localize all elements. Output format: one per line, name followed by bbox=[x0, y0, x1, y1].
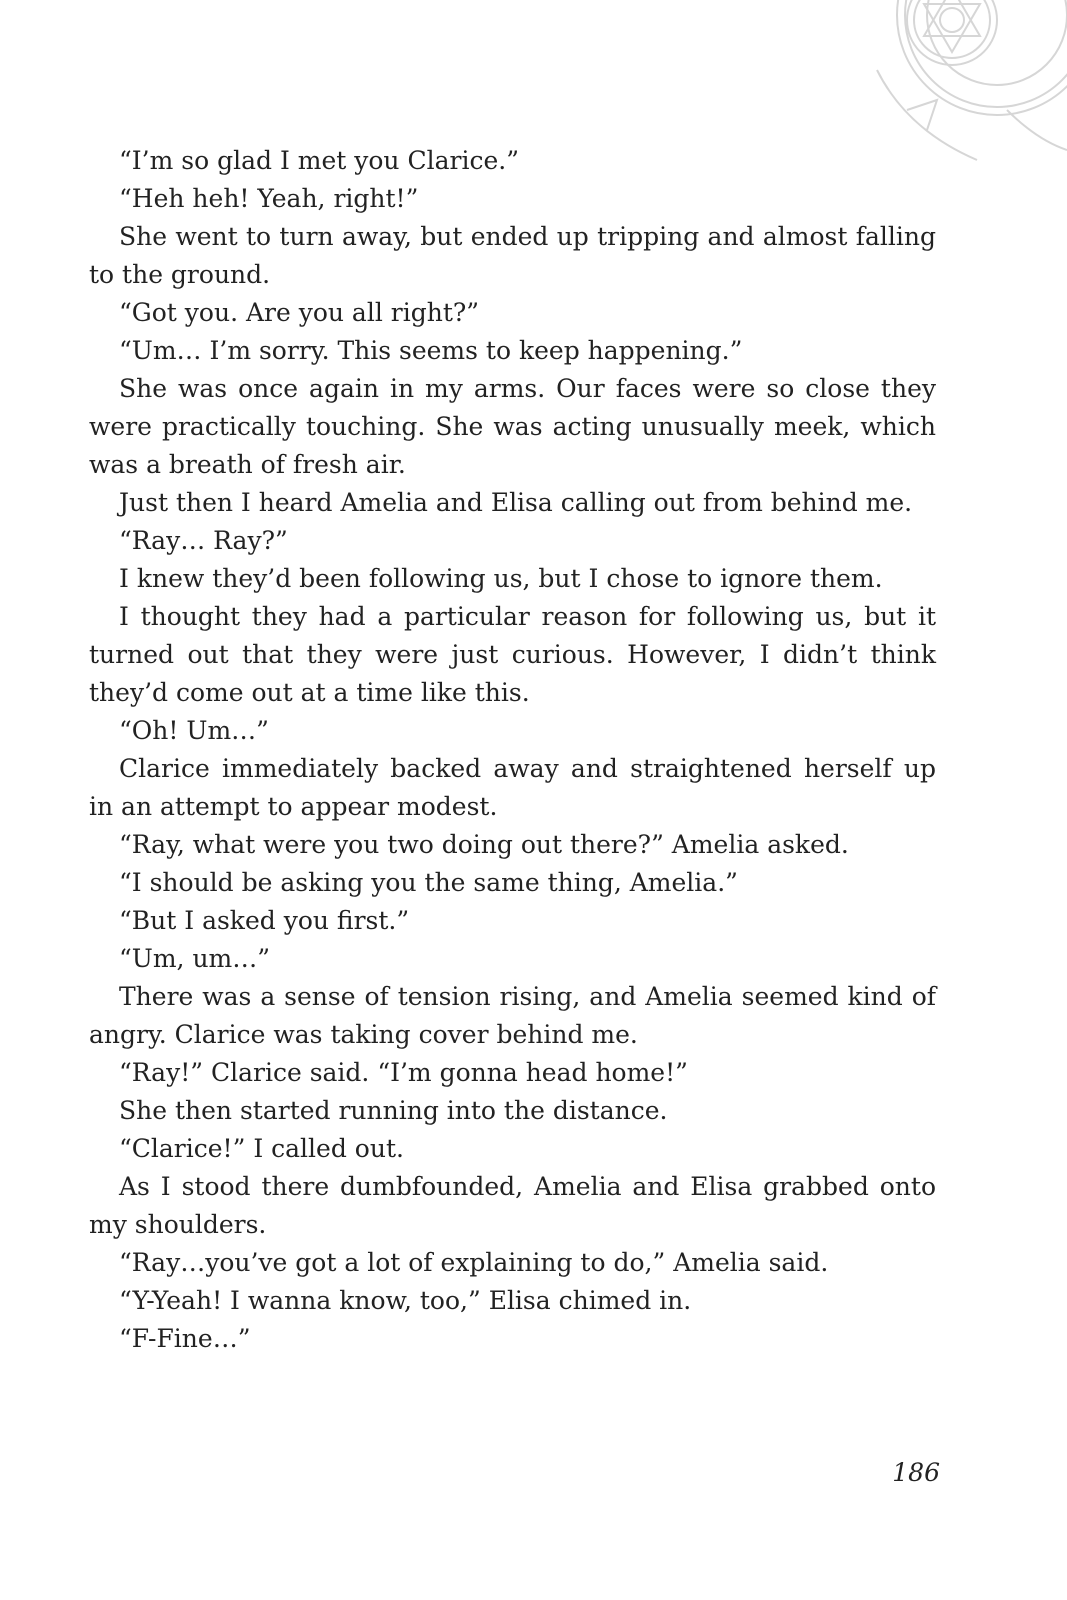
paragraph: Clarice immediately backed away and straightened herself up in an attempt to appear modest. bbox=[89, 754, 936, 821]
paragraph: “F-Fine…” bbox=[119, 1324, 251, 1353]
paragraph: There was a sense of tension rising, and Amelia seemed kind of angry. Clarice was taking cover behind me. bbox=[89, 982, 936, 1049]
paragraph: I knew they’d been following us, but I chose to ignore them. bbox=[119, 564, 883, 593]
paragraph: “Oh! Um…” bbox=[119, 716, 269, 745]
paragraph: I thought they had a particular reason for following us, but it turned out that they were just curious. However, I didn’t think they’d come out at a time like this. bbox=[89, 602, 936, 707]
paragraph: She then started running into the distance. bbox=[119, 1096, 668, 1125]
paragraph: “Ray, what were you two doing out there?” Amelia asked. bbox=[119, 830, 849, 859]
paragraph: She was once again in my arms. Our faces were so close they were practically touching. She was acting unusually meek, which was a breath of fresh air. bbox=[89, 374, 936, 479]
paragraph: “I’m so glad I met you Clarice.” bbox=[119, 146, 519, 175]
paragraph: “Y-Yeah! I wanna know, too,” Elisa chimed in. bbox=[119, 1286, 692, 1315]
paragraph: “Ray…you’ve got a lot of explaining to do,” Amelia said. bbox=[119, 1248, 829, 1277]
paragraph: “Heh heh! Yeah, right!” bbox=[119, 184, 419, 213]
paragraph: “Um, um…” bbox=[119, 944, 271, 973]
paragraph: She went to turn away, but ended up tripping and almost falling to the ground. bbox=[89, 222, 936, 289]
paragraph: “Clarice!” I called out. bbox=[119, 1134, 404, 1163]
page-number: 186 bbox=[892, 1458, 940, 1487]
paragraph: “Ray!” Clarice said. “I’m gonna head home!” bbox=[119, 1058, 688, 1087]
paragraph: “But I asked you first.” bbox=[119, 906, 410, 935]
body-text bbox=[89, 142, 936, 1358]
paragraph: “Ray… Ray?” bbox=[119, 526, 288, 555]
paragraph: Just then I heard Amelia and Elisa calling out from behind me. bbox=[119, 488, 913, 517]
paragraph: “Um… I’m sorry. This seems to keep happening.” bbox=[119, 336, 743, 365]
paragraph: As I stood there dumbfounded, Amelia and Elisa grabbed onto my shoulders. bbox=[89, 1172, 936, 1239]
paragraph: “I should be asking you the same thing, Amelia.” bbox=[119, 868, 738, 897]
paragraph: “Got you. Are you all right?” bbox=[119, 298, 480, 327]
